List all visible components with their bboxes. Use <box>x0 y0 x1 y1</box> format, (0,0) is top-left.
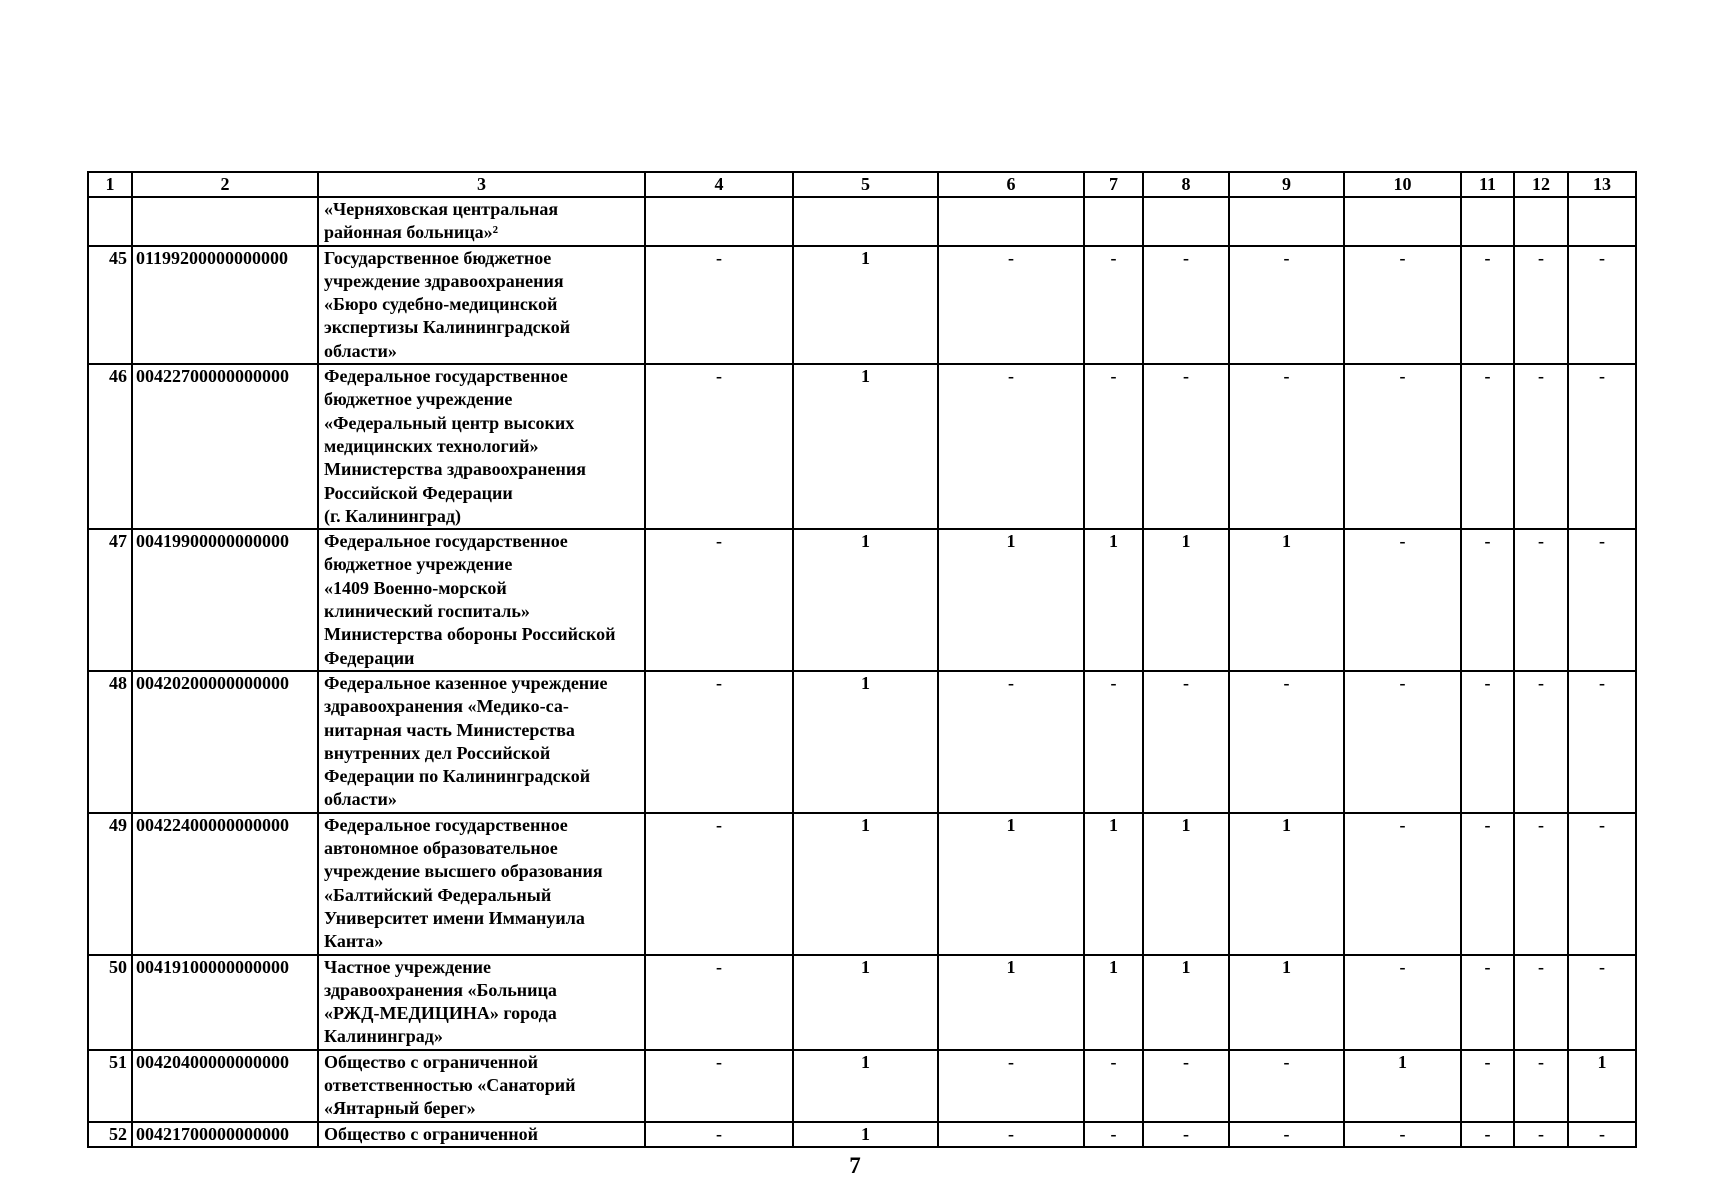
value-cell-col-13: - <box>1568 1122 1636 1147</box>
value-cell-col-4: - <box>645 813 793 955</box>
value-cell-col-11: - <box>1461 1122 1514 1147</box>
value-cell-col-8: 1 <box>1143 529 1229 671</box>
value-cell-col-7: 1 <box>1084 529 1143 671</box>
column-header-11: 11 <box>1461 172 1514 197</box>
value-cell-col-10: - <box>1344 1122 1461 1147</box>
value-cell-col-6 <box>938 197 1084 246</box>
value-cell-col-7: 1 <box>1084 813 1143 955</box>
value-cell-col-7: - <box>1084 1122 1143 1147</box>
column-header-13: 13 <box>1568 172 1636 197</box>
value-cell-col-11: - <box>1461 364 1514 529</box>
value-cell-col-5 <box>793 197 938 246</box>
value-cell-col-6: - <box>938 671 1084 813</box>
value-cell-col-11: - <box>1461 1050 1514 1122</box>
organization-name: Федеральное государственное бюджетное учреждение «1409 Военно-морской клинический госпиталь» Министерства обороны Российской Федерации <box>318 529 645 671</box>
column-header-2: 2 <box>132 172 318 197</box>
row-number: 48 <box>88 671 132 813</box>
column-header-8: 8 <box>1143 172 1229 197</box>
value-cell-col-11: - <box>1461 671 1514 813</box>
value-cell-col-5: 1 <box>793 364 938 529</box>
value-cell-col-10: - <box>1344 955 1461 1050</box>
row-number <box>88 197 132 246</box>
table-row <box>88 955 1636 1050</box>
row-code: 00420400000000000 <box>132 1050 318 1122</box>
value-cell-col-4: - <box>645 246 793 364</box>
value-cell-col-7: - <box>1084 364 1143 529</box>
table-row <box>88 813 1636 955</box>
value-cell-col-13: - <box>1568 813 1636 955</box>
value-cell-col-8: 1 <box>1143 813 1229 955</box>
column-header-3: 3 <box>318 172 645 197</box>
value-cell-col-5: 1 <box>793 1050 938 1122</box>
row-number: 50 <box>88 955 132 1050</box>
organization-name: Федеральное казенное учреждение здравоохранения «Медико-са- нитарная часть Министерства внутренних дел Российской Федерации по Калининградской области» <box>318 671 645 813</box>
value-cell-col-12: - <box>1514 529 1568 671</box>
table-row <box>88 1122 1636 1147</box>
organization-name: Федеральное государственное автономное образовательное учреждение высшего образования «Балтийский Федеральный Университет имени Иммануила Канта» <box>318 813 645 955</box>
column-header-1: 1 <box>88 172 132 197</box>
value-cell-col-6: 1 <box>938 955 1084 1050</box>
value-cell-col-5: 1 <box>793 529 938 671</box>
organization-name: Государственное бюджетное учреждение здравоохранения «Бюро судебно-медицинской экспертизы Калининградской области» <box>318 246 645 364</box>
value-cell-col-8: - <box>1143 1122 1229 1147</box>
row-code: 00419900000000000 <box>132 529 318 671</box>
value-cell-col-12: - <box>1514 671 1568 813</box>
value-cell-col-11: - <box>1461 529 1514 671</box>
page-number: 7 <box>849 1153 861 1178</box>
value-cell-col-10: - <box>1344 364 1461 529</box>
value-cell-col-10 <box>1344 197 1461 246</box>
value-cell-col-9: - <box>1229 1122 1344 1147</box>
value-cell-col-13: - <box>1568 364 1636 529</box>
value-cell-col-11: - <box>1461 813 1514 955</box>
row-number: 45 <box>88 246 132 364</box>
value-cell-col-9: 1 <box>1229 813 1344 955</box>
value-cell-col-10: - <box>1344 529 1461 671</box>
value-cell-col-4: - <box>645 1050 793 1122</box>
value-cell-col-8 <box>1143 197 1229 246</box>
value-cell-col-10: - <box>1344 671 1461 813</box>
row-code: 00422400000000000 <box>132 813 318 955</box>
value-cell-col-9: - <box>1229 246 1344 364</box>
row-number: 49 <box>88 813 132 955</box>
value-cell-col-11: - <box>1461 246 1514 364</box>
value-cell-col-4: - <box>645 671 793 813</box>
row-code: 00422700000000000 <box>132 364 318 529</box>
value-cell-col-12 <box>1514 197 1568 246</box>
column-header-6: 6 <box>938 172 1084 197</box>
value-cell-col-12: - <box>1514 813 1568 955</box>
value-cell-col-10: - <box>1344 246 1461 364</box>
table-row <box>88 246 1636 364</box>
row-number: 52 <box>88 1122 132 1147</box>
value-cell-col-13: 1 <box>1568 1050 1636 1122</box>
value-cell-col-5: 1 <box>793 813 938 955</box>
row-code: 00419100000000000 <box>132 955 318 1050</box>
value-cell-col-12: - <box>1514 246 1568 364</box>
value-cell-col-13: - <box>1568 671 1636 813</box>
value-cell-col-9 <box>1229 197 1344 246</box>
data-table <box>87 171 1637 1148</box>
value-cell-col-9: - <box>1229 364 1344 529</box>
value-cell-col-6: - <box>938 1050 1084 1122</box>
value-cell-col-9: - <box>1229 1050 1344 1122</box>
value-cell-col-13: - <box>1568 955 1636 1050</box>
row-number: 46 <box>88 364 132 529</box>
value-cell-col-8: - <box>1143 364 1229 529</box>
value-cell-col-12: - <box>1514 1050 1568 1122</box>
value-cell-col-5: 1 <box>793 246 938 364</box>
value-cell-col-6: 1 <box>938 529 1084 671</box>
column-header-7: 7 <box>1084 172 1143 197</box>
table-row <box>88 671 1636 813</box>
value-cell-col-4: - <box>645 1122 793 1147</box>
value-cell-col-9: 1 <box>1229 529 1344 671</box>
table-row <box>88 529 1636 671</box>
value-cell-col-12: - <box>1514 1122 1568 1147</box>
value-cell-col-10: - <box>1344 813 1461 955</box>
value-cell-col-5: 1 <box>793 955 938 1050</box>
organization-name: Частное учреждение здравоохранения «Больница «РЖД-МЕДИЦИНА» города Калининград» <box>318 955 645 1050</box>
value-cell-col-6: - <box>938 246 1084 364</box>
header-row <box>88 172 1636 197</box>
value-cell-col-6: 1 <box>938 813 1084 955</box>
value-cell-col-8: - <box>1143 1050 1229 1122</box>
row-number: 51 <box>88 1050 132 1122</box>
column-header-4: 4 <box>645 172 793 197</box>
value-cell-col-9: - <box>1229 671 1344 813</box>
value-cell-col-8: - <box>1143 671 1229 813</box>
value-cell-col-12: - <box>1514 364 1568 529</box>
value-cell-col-4: - <box>645 955 793 1050</box>
value-cell-col-8: 1 <box>1143 955 1229 1050</box>
row-code <box>132 197 318 246</box>
value-cell-col-13: - <box>1568 529 1636 671</box>
value-cell-col-6: - <box>938 1122 1084 1147</box>
value-cell-col-12: - <box>1514 955 1568 1050</box>
value-cell-col-7 <box>1084 197 1143 246</box>
value-cell-col-4: - <box>645 364 793 529</box>
table-row <box>88 364 1636 529</box>
value-cell-col-7: - <box>1084 1050 1143 1122</box>
value-cell-col-6: - <box>938 364 1084 529</box>
organization-name: Федеральное государственное бюджетное учреждение «Федеральный центр высоких медицинских технологий» Министерства здравоохранения Российской Федерации (г. Калининград) <box>318 364 645 529</box>
row-number: 47 <box>88 529 132 671</box>
value-cell-col-9: 1 <box>1229 955 1344 1050</box>
row-code: 01199200000000000 <box>132 246 318 364</box>
row-code: 00420200000000000 <box>132 671 318 813</box>
value-cell-col-11: - <box>1461 955 1514 1050</box>
column-header-5: 5 <box>793 172 938 197</box>
value-cell-col-10: 1 <box>1344 1050 1461 1122</box>
column-header-12: 12 <box>1514 172 1568 197</box>
value-cell-col-13 <box>1568 197 1636 246</box>
column-header-9: 9 <box>1229 172 1344 197</box>
organization-name: Общество с ограниченной ответственностью «Санаторий «Янтарный берег» <box>318 1050 645 1122</box>
value-cell-col-4 <box>645 197 793 246</box>
value-cell-col-7: - <box>1084 246 1143 364</box>
value-cell-col-5: 1 <box>793 1122 938 1147</box>
organization-name: «Черняховская центральная районная больница»² <box>318 197 645 246</box>
value-cell-col-7: 1 <box>1084 955 1143 1050</box>
value-cell-col-5: 1 <box>793 671 938 813</box>
table-row <box>88 1050 1636 1122</box>
value-cell-col-13: - <box>1568 246 1636 364</box>
row-code: 00421700000000000 <box>132 1122 318 1147</box>
value-cell-col-11 <box>1461 197 1514 246</box>
value-cell-col-7: - <box>1084 671 1143 813</box>
table-row <box>88 197 1636 246</box>
value-cell-col-8: - <box>1143 246 1229 364</box>
column-header-10: 10 <box>1344 172 1461 197</box>
value-cell-col-4: - <box>645 529 793 671</box>
organization-name: Общество с ограниченной <box>318 1122 645 1147</box>
